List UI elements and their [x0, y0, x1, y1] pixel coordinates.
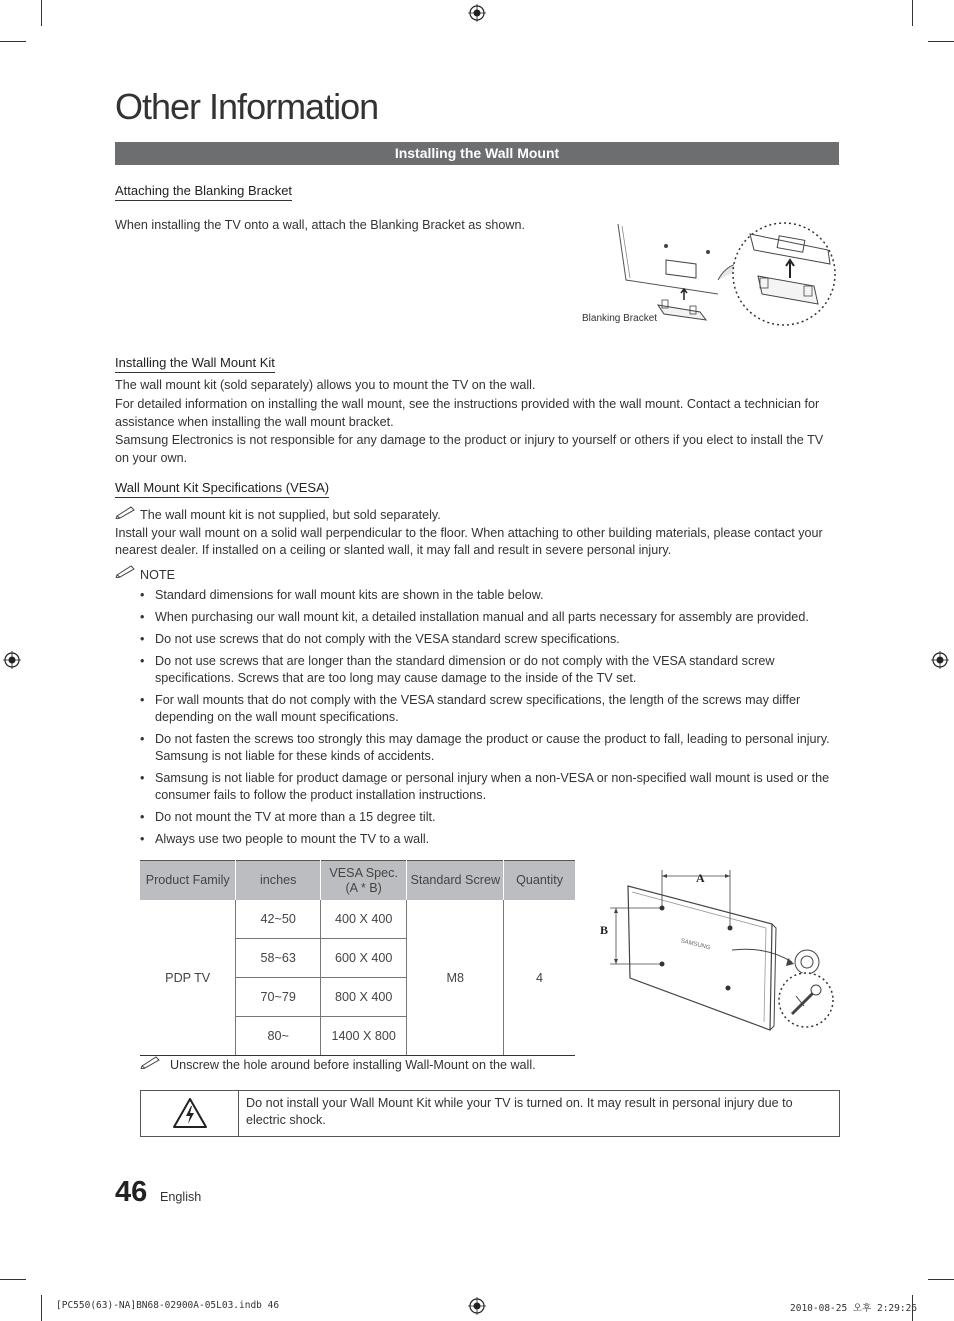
warning-text: Do not install your Wall Mount Kit while your TV is turned on. It may result in personal injury due to electric shock.: [246, 1096, 793, 1127]
pencil-note-icon: [140, 1055, 162, 1069]
pencil-note-icon: [115, 505, 137, 519]
unscrew-note: Unscrew the hole around before installing Wall-Mount on the wall.: [170, 1058, 536, 1072]
vesa-spec-table: [140, 860, 575, 1056]
brand-logo-text: SAMSUNG: [679, 938, 711, 952]
list-item: • Standard dimensions for wall mount kits are shown in the table below.: [138, 587, 842, 604]
table-header: inches: [236, 861, 321, 901]
crop-mark: [912, 0, 913, 26]
list-item: • Do not fasten the screws too strongly this may damage the product or cause the product to fall, leading to personal injury. Samsung is not liable for these kinds of accidents.: [138, 731, 842, 765]
electric-shock-warning-icon: [172, 1097, 208, 1129]
page-title: Other Information: [115, 86, 379, 127]
list-item: • Do not use screws that do not comply with the VESA standard screw specifications.: [138, 631, 842, 648]
crop-mark: [0, 1279, 26, 1280]
blanking-text: When installing the TV onto a wall, attach the Blanking Bracket as shown.: [115, 218, 525, 232]
footer-timestamp: 2010-08-25 오후 2:29:26: [790, 1303, 918, 1314]
wallmount-line-3: Samsung Electronics is not responsible for any damage to the product or injury to yourself or others if you elect to install the TV on your own.: [115, 433, 824, 465]
warning-box: [140, 1090, 840, 1137]
list-item: • When purchasing our wall mount kit, a detailed installation manual and all parts necessary for assembly are provided.: [138, 609, 842, 626]
crop-mark: [928, 1279, 954, 1280]
page-number: 46: [115, 1176, 148, 1208]
table-header: Product Family: [140, 861, 236, 901]
pencil-note-icon: [115, 564, 137, 578]
inches-cell: 70~79: [236, 978, 321, 1017]
wallmount-line-2: For detailed information on installing the wall mount, see the instructions provided with the wall mount. Contact a technician for assistance when installing the wall mount bracket.: [115, 397, 820, 429]
vesa-cell: 600 X 400: [321, 939, 407, 978]
table-row: [140, 900, 575, 939]
footer-file-info: [PC550(63)-NA]BN68-02900A-05L03.indb 46: [56, 1300, 280, 1311]
blanking-bracket-figure: [578, 220, 840, 332]
section-bar: Installing the Wall Mount: [115, 142, 839, 165]
registration-mark-icon: [468, 1297, 486, 1315]
crop-mark: [928, 41, 954, 42]
inches-cell: 42~50: [236, 900, 321, 939]
product-family-cell: PDP TV: [140, 900, 236, 1056]
inches-cell: 80~: [236, 1017, 321, 1056]
table-header: Quantity: [504, 861, 575, 901]
list-item: • Samsung is not liable for product damage or personal injury when a non-VESA or non-specified wall mount is used or the consumer fails to follow the product installation instructions.: [138, 770, 842, 804]
inches-cell: 58~63: [236, 939, 321, 978]
list-item: • For wall mounts that do not comply with the VESA standard screw specifications, the length of the screws may differ depending on the wall mount specifications.: [138, 692, 842, 726]
wallmount-heading: Installing the Wall Mount Kit: [115, 355, 275, 373]
registration-mark-icon: [3, 651, 21, 669]
vesa-install-text: Install your wall mount on a solid wall perpendicular to the floor. When attaching to other building materials, please contact your nearest dealer. If installed on a ceiling or slanted wall, it may fall and result in severe personal injury.: [115, 526, 823, 557]
registration-mark-icon: [468, 4, 486, 22]
crop-mark: [0, 41, 26, 42]
vesa-note-1: The wall mount kit is not supplied, but sold separately.: [140, 508, 441, 522]
blanking-bracket-label: Blanking Bracket: [582, 313, 658, 324]
list-item: • Do not use screws that are longer than the standard dimension or do not comply with the VESA standard screw specifications. Screws that are too long may cause damage to the inside of the TV set.: [138, 653, 842, 687]
vesa-cell: 400 X 400: [321, 900, 407, 939]
crop-mark: [41, 1295, 42, 1321]
vesa-heading: Wall Mount Kit Specifications (VESA): [115, 480, 329, 498]
vesa-cell: 1400 X 800: [321, 1017, 407, 1056]
dimension-b-label: B: [600, 923, 609, 937]
tv-back-dimension-figure: [596, 866, 838, 1034]
dimension-a-label: A: [696, 871, 705, 885]
screw-cell: M8: [407, 900, 504, 1056]
blanking-heading: Attaching the Blanking Bracket: [115, 183, 292, 201]
note-bullet-list: [138, 587, 842, 853]
list-item: • Always use two people to mount the TV to a wall.: [138, 831, 842, 848]
note-label: NOTE: [140, 568, 175, 582]
vesa-cell: 800 X 400: [321, 978, 407, 1017]
table-header: Standard Screw: [407, 861, 504, 901]
quantity-cell: 4: [504, 900, 575, 1056]
table-header: VESA Spec. (A * B): [321, 861, 407, 901]
page-language: English: [160, 1190, 202, 1204]
list-item: • Do not mount the TV at more than a 15 degree tilt.: [138, 809, 842, 826]
registration-mark-icon: [931, 651, 949, 669]
warning-divider: [238, 1091, 239, 1136]
crop-mark: [41, 0, 42, 26]
wallmount-line-1: The wall mount kit (sold separately) allows you to mount the TV on the wall.: [115, 378, 536, 392]
